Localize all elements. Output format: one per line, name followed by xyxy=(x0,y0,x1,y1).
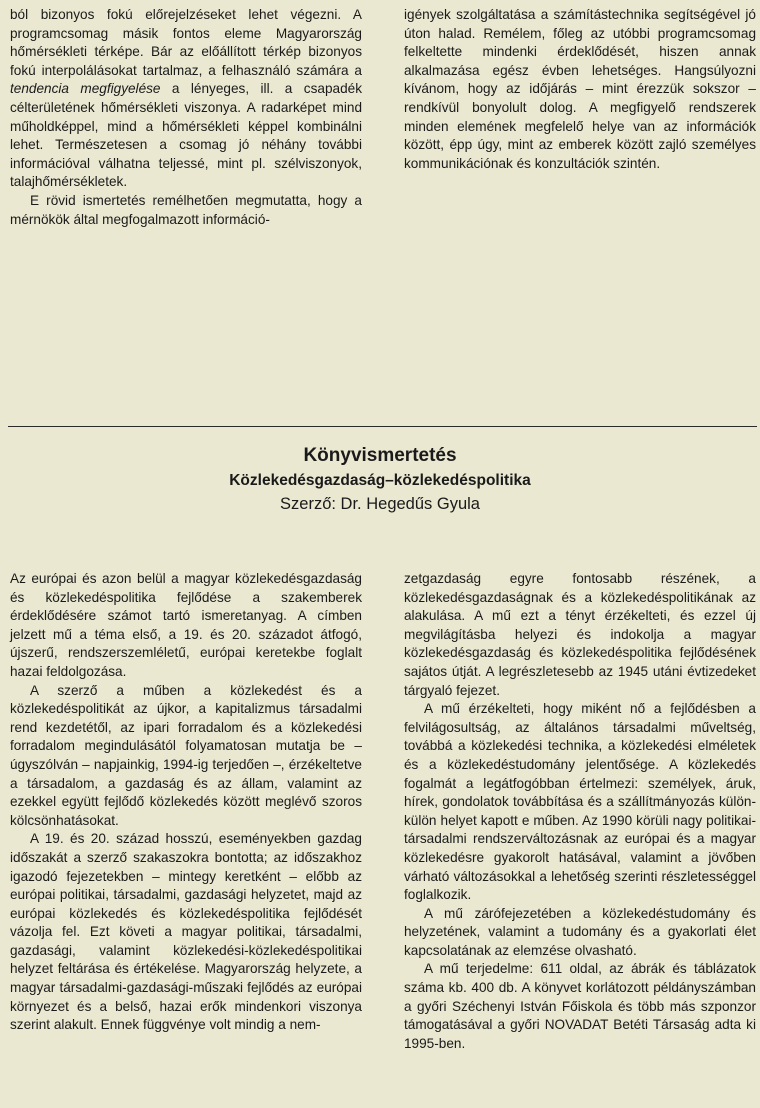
paragraph: A mű terjedelme: 611 oldal, az ábrák és táblázatok száma kb. 400 db. A könyvet korlátozott példányszámban a győri Széchenyi István Főiskola és több más szponzor támogatásával a győri NOVADAT Betéti Társaság adta ki 1995-ben. xyxy=(404,961,756,1051)
section-heading: Könyvismertetés xyxy=(303,445,457,466)
paragraph: E rövid ismertetés remélhetően megmutatta, hogy a mérnökök által megfogalmazott információ- xyxy=(10,192,362,227)
paragraph: ból bizonyos fokú előrejelzéseket lehet végezni. A programcsomag másik fontos eleme Magyarország hőmérsékleti térképe. Bár az előállított térkép bizonyos fokú interpolálásokat tartalmaz, a felhasználó számára a tendencia megfigyelése a lényeges, ill. a csapadék célterületének hőmérsékleti viszonya. A radarképet mind műholdképpel, mind a hőmérsékleti képpel kombinálni lehet. Természetesen a csomag jó néhány további információval válhatna teljessé, mint pl. szélviszonyok, talajhőmérsékletek. xyxy=(10,7,362,190)
paragraph: A 19. és 20. század hosszú, eseményekben gazdag időszakát a szerző szakaszokra bontotta; az időszakhoz igazodó fejezetekben – mintegy keretként – előbb az európai politikai, társadalmi, gazdasági helyzetet, majd az európai közlekedés és közlekedéspolitika fejlődését vázolja fel. Ezt követi a magyar politikai, társadalmi, gazdasági, valamint közlekedési-közlekedéspolitikai helyzet feltárása és értékelése. Magyarország helyzete, a magyar társadalmi-gazdasági-műszaki fejlődés az európai környezet és a belső, hazai erők mindenkori viszonya szerint alakult. Ennek függvénye volt mindig a nem- xyxy=(10,831,362,1033)
review-header xyxy=(0,440,760,516)
paragraph: Az európai és azon belül a magyar közlekedésgazdaság és közlekedéspolitika fejlődése a szakemberek érdeklődésére számot tartó ismeretanyag. A címben jelzett mű a téma első, a 19. és 20. századot átfogó, újszerű, rendszerszemléletű, európai keretekbe foglalt hazai feldolgozása. xyxy=(10,571,362,679)
paragraph: A mű zárófejezetében a közlekedéstudomány és helyzetének, valamint a tudomány és a gyakorlati élet kapcsolatának az elemzése olvasható. xyxy=(404,905,756,958)
review-right-column xyxy=(404,570,756,1053)
book-title: Közlekedésgazdaság–közlekedéspolitika xyxy=(229,472,531,489)
emphasis: tendencia megfigyelése xyxy=(10,81,161,97)
paragraph: A szerző a műben a közlekedést és a közlekedéspolitikát az újkor, a kapitalizmus társadalmi rend kezdetétől, az ipari forradalom és a közlekedési forradalom megindulásától folyamatosan mutatja be – úgyszólván – napjainkig, 1994-ig terjedően –, érzékeltetve a társadalom, a gazdaság és az állam, valamint az ezekkel együtt fejlődő közlekedés között meglévő szoros kölcsönhatásokat. xyxy=(10,682,362,828)
top-left-column xyxy=(10,6,362,229)
review-left-column xyxy=(10,570,362,1035)
paragraph: igények szolgáltatása a számítástechnika segítségével jó úton halad. Remélem, főleg az utóbbi programcsomag felkeltette mindenki érdeklődését, hiszen annak alkalmazása egész évben lehetséges. Hangsúlyozni kívánom, hogy az időjárás – mint érezzük sokszor – rendkívül bonyolult dolog. A megfigyelő rendszerek minden elemének megfelelő helye van az információk között, épp úgy, mint az emberek között zajló személyes kommunikációnak és konzultációk szintén. xyxy=(404,7,756,171)
paragraph: zetgazdaság egyre fontosabb részének, a közlekedésgazdaságnak és a közlekedéspolitikának az alakulása. A mű ezt a tényt érzékelteti, és ezzel új megvilágításba helyezi és indokolja a magyar közlekedésgazdaság és közlekedéspolitika fejlődésének sajátos útját. A legrészletesebb az 1945 utáni évtizedeket tárgyaló fejezet. xyxy=(404,571,756,698)
paragraph: A mű érzékelteti, hogy miként nő a fejlődésben a felvilágosultság, az általános társadalmi műveltség, továbbá a közlekedési technika, a közlekedési elméletek és a közlekedéstudomány jelentősége. A közlekedés fogalmát a legátfogóbban értelmezi: személyek, áruk, hírek, gondolatok továbbítása és a szállítmányozás külön-külön helyet kapott e műben. Az 1990 körüli nagy politikai-társadalmi rendszerváltozásnak az európai és a magyar közlekedésre gyakorolt hatásával, valamint a jövőben várható változásokkal a lehetőség szerinti részletességgel foglalkozik. xyxy=(404,701,756,903)
author-line: Szerző: Dr. Hegedűs Gyula xyxy=(280,495,480,513)
section-divider xyxy=(8,426,757,427)
top-right-column xyxy=(404,6,756,173)
